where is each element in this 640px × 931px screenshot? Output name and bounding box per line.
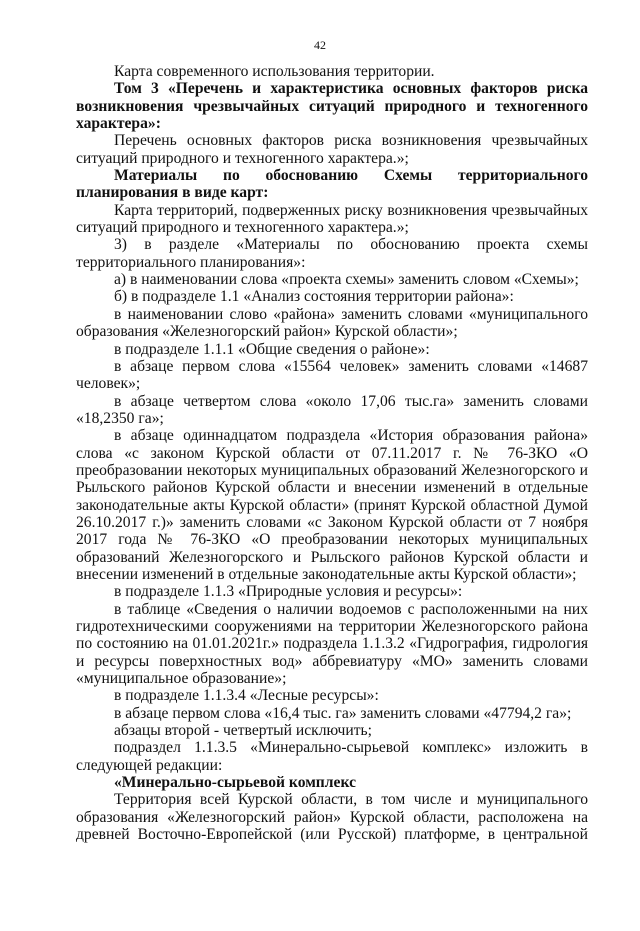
paragraph: в абзаце одиннадцатом подраздела «История образования района» слова «с законом Курской области от 07.11.2017 г. № 76-ЗКО «О преобразовании некоторых муниципальных образований Железногорского и Рыльского районов Курской области и внесении изменений в отдельные законодательные акты Курской области» (принят Курской областной Думой 26.10.2017 г.)» заменить словами «с Законом Курской области от 7 ноября 2017 года № 76-ЗКО «О преобразовании некоторых муниципальных образований Железногорского и Рыльского районов Курской области и внесении изменений в отдельные законодательные акты Курской области»; (76, 427, 588, 583)
paragraph: в подразделе 1.1.3 «Природные условия и ресурсы»: (114, 583, 463, 601)
paragraph: в подразделе 1.1.3.4 «Лесные ресурсы»: (114, 687, 379, 705)
document-body (76, 63, 588, 843)
paragraph: б) в подразделе 1.1 «Анализ состояния территории района»: (114, 288, 514, 306)
paragraph: в подразделе 1.1.1 «Общие сведения о районе»: (114, 340, 430, 358)
paragraph: в наименовании слово «района» заменить словами «муниципального образования «Железногорский район» Курской области»; (76, 305, 588, 341)
paragraph: подраздел 1.1.3.5 «Минерально-сырьевой комплекс» изложить в следующей редакции: (76, 739, 588, 774)
section-heading: «Минерально-сырьевой комплекс (114, 774, 356, 792)
section-heading: Том 3 «Перечень и характеристика основных факторов риска возникновения чрезвычайных ситуаций природного и техногенного характера»: (76, 80, 588, 133)
paragraph: в абзаце четвертом слова «около 17,06 тыс.га» заменить словами «18,2350 га»; (76, 392, 588, 427)
section-heading: Материалы по обоснованию Схемы территориального планирования в виде карт: (76, 167, 588, 202)
paragraph: в таблице «Сведения о наличии водоемов с расположенными на них гидротехническими сооружениями на территории Железногорского района по состоянию на 01.01.2021г.» подраздела 1.1.3.2 «Гидрография, гидрология и ресурсы поверхностных вод» аббревиатуру «МО» заменить словами «муниципальное образование»; (76, 600, 588, 688)
paragraph: абзацы второй - четвертый исключить; (114, 722, 372, 740)
paragraph: а) в наименовании слова «проекта схемы» заменить словом «Схемы»; (114, 271, 579, 289)
paragraph: в абзаце первом слова «16,4 тыс. га» заменить словами «47794,2 га»; (114, 704, 572, 722)
paragraph: в абзаце первом слова «15564 человек» заменить словами «14687 человек»; (76, 357, 588, 393)
paragraph: 3) в разделе «Материалы по обоснованию проекта схемы территориального планирования»: (76, 236, 588, 271)
paragraph: Карта современного использования территории. (114, 63, 435, 80)
paragraph: Карта территорий, подверженных риску возникновения чрезвычайных ситуаций природного и техногенного характера.»; (76, 201, 588, 237)
page-number: 42 (314, 38, 326, 52)
paragraph: Территория всей Курской области, в том числе и муниципального образования «Железногорский район» Курской области, расположена на древней Восточно-Европейской (или Русской) платформе, в центральной (76, 791, 588, 844)
paragraph: Перечень основных факторов риска возникновения чрезвычайных ситуаций природного и техногенного характера.»; (76, 132, 588, 167)
